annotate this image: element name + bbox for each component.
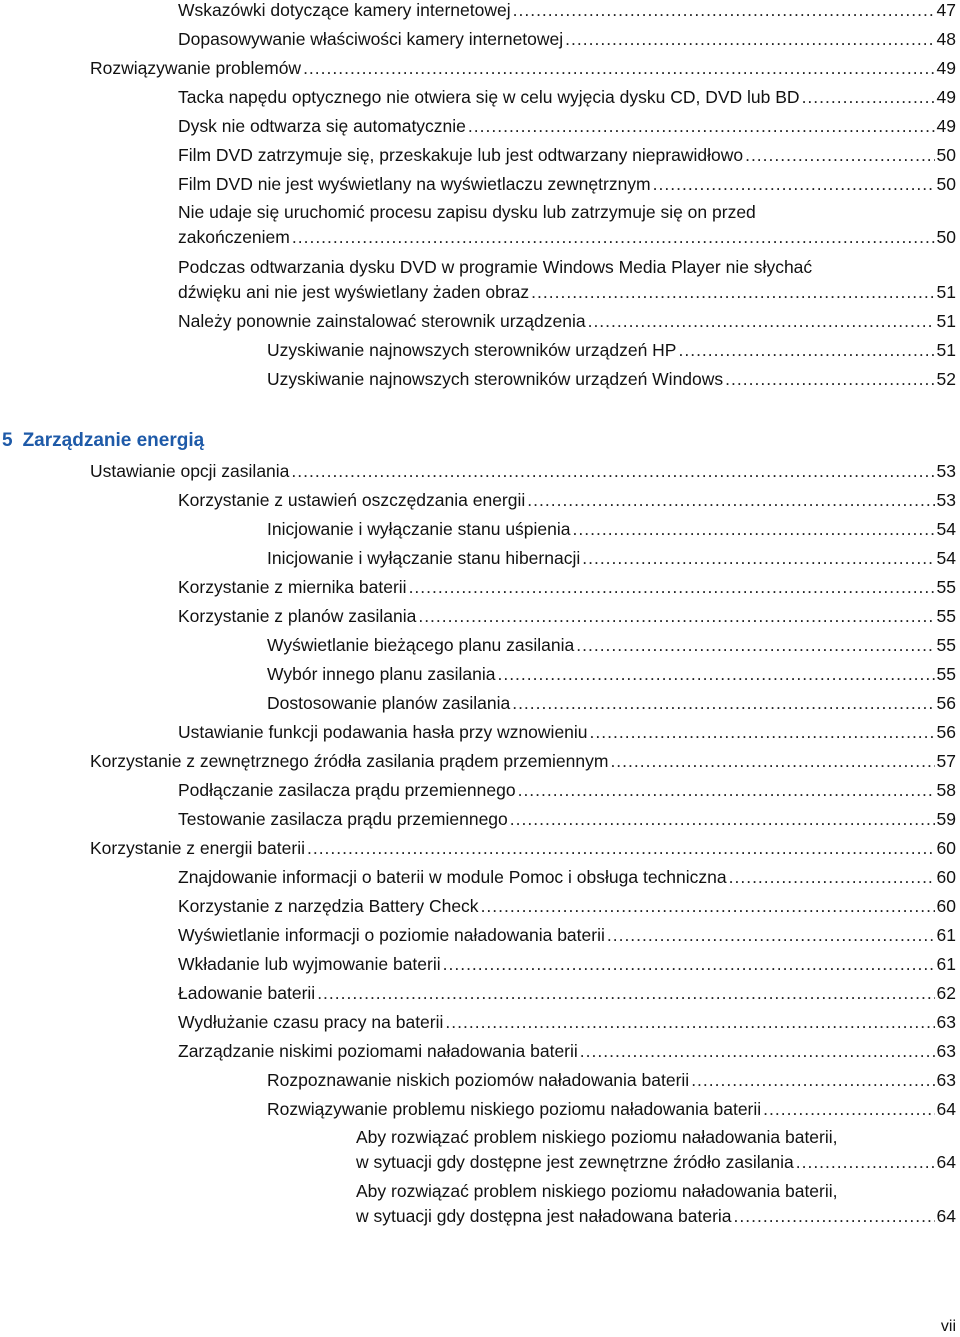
toc-entry[interactable] bbox=[90, 836, 956, 861]
toc-entry[interactable] bbox=[178, 720, 956, 745]
toc-entry-page: 56 bbox=[936, 722, 956, 742]
toc-leader-dots bbox=[734, 1204, 935, 1229]
toc-leader-dots bbox=[518, 778, 935, 803]
toc-entry-title: Wkładanie lub wyjmowanie baterii bbox=[178, 954, 441, 974]
toc-leader-dots bbox=[497, 662, 934, 687]
toc-entry[interactable] bbox=[178, 575, 956, 600]
toc-entry[interactable] bbox=[267, 546, 956, 571]
toc-leader-dots bbox=[802, 85, 935, 110]
toc-entry[interactable] bbox=[178, 85, 956, 110]
toc-entry-page: 50 bbox=[936, 174, 956, 194]
toc-entry-title: Testowanie zasilacza prądu przemiennego bbox=[178, 809, 508, 829]
toc-leader-dots bbox=[307, 836, 935, 861]
toc-leader-dots bbox=[481, 894, 935, 919]
toc-leader-dots bbox=[317, 981, 934, 1006]
toc-entry[interactable] bbox=[356, 1125, 956, 1175]
toc-entry-page: 61 bbox=[936, 954, 956, 974]
toc-leader-dots bbox=[576, 633, 934, 658]
toc-entry-page: 60 bbox=[936, 896, 956, 916]
toc-leader-dots bbox=[582, 546, 934, 571]
toc-entry-title: Korzystanie z planów zasilania bbox=[178, 606, 417, 626]
toc-leader-dots bbox=[531, 280, 934, 305]
toc-entry[interactable] bbox=[90, 749, 956, 774]
toc-entry[interactable] bbox=[267, 1097, 956, 1122]
toc-entry-page: 51 bbox=[936, 311, 956, 331]
toc-entry-page: 55 bbox=[936, 635, 956, 655]
toc-entry-page: 64 bbox=[936, 1099, 956, 1119]
toc-entry[interactable] bbox=[178, 981, 956, 1006]
toc-entry-title: Korzystanie z zewnętrznego źródła zasilania prądem przemiennym bbox=[90, 751, 609, 771]
toc-entry-page: 63 bbox=[936, 1070, 956, 1090]
toc-entry[interactable] bbox=[178, 778, 956, 803]
toc-leader-dots bbox=[691, 1068, 934, 1093]
toc-entry-page: 60 bbox=[936, 867, 956, 887]
toc-entry-page: 53 bbox=[936, 461, 956, 481]
toc-entry-title: Aby rozwiązać problem niskiego poziomu naładowania baterii, bbox=[356, 1127, 838, 1147]
toc-entry[interactable] bbox=[267, 338, 956, 363]
toc-entry-title: Wyświetlanie bieżącego planu zasilania bbox=[267, 635, 575, 655]
toc-entry-title: Rozwiązywanie problemów bbox=[90, 58, 302, 78]
toc-entry-title: Nie udaje się uruchomić procesu zapisu dysku lub zatrzymuje się on przed bbox=[178, 202, 756, 222]
toc-entry-page: 59 bbox=[936, 809, 956, 829]
toc-entry[interactable] bbox=[90, 459, 956, 484]
toc-entry-page: 60 bbox=[936, 838, 956, 858]
toc-entry[interactable] bbox=[178, 255, 956, 305]
toc-entry-page: 61 bbox=[936, 925, 956, 945]
toc-entry-title: Wybór innego planu zasilania bbox=[267, 664, 496, 684]
toc-leader-dots bbox=[409, 575, 935, 600]
toc-entry-title: Inicjowanie i wyłączanie stanu uśpienia bbox=[267, 519, 571, 539]
toc-entry[interactable] bbox=[267, 1068, 956, 1093]
toc-leader-dots bbox=[513, 0, 935, 23]
chapter-number: 5 bbox=[2, 430, 13, 451]
toc-leader-dots bbox=[725, 367, 934, 392]
toc-entry-title: Dysk nie odtwarza się automatycznie bbox=[178, 116, 466, 136]
toc-entry-title: Ustawianie opcji zasilania bbox=[90, 461, 290, 481]
toc-leader-dots bbox=[510, 807, 935, 832]
toc-leader-dots bbox=[588, 309, 935, 334]
toc-entry[interactable] bbox=[178, 923, 956, 948]
toc-entry-page: 56 bbox=[936, 693, 956, 713]
chapter-heading[interactable] bbox=[2, 428, 204, 454]
toc-leader-dots bbox=[527, 488, 934, 513]
toc-entry-page: 53 bbox=[936, 490, 956, 510]
toc-entry-title-cont: w sytuacji gdy dostępna jest naładowana bateria bbox=[356, 1206, 732, 1226]
toc-entry[interactable] bbox=[267, 633, 956, 658]
toc-entry[interactable] bbox=[356, 1179, 956, 1229]
toc-leader-dots bbox=[729, 865, 935, 890]
toc-entry-title: Film DVD nie jest wyświetlany na wyświetlaczu zewnętrznym bbox=[178, 174, 651, 194]
toc-entry[interactable] bbox=[178, 1010, 956, 1035]
toc-entry[interactable] bbox=[178, 114, 956, 139]
toc-leader-dots bbox=[610, 749, 934, 774]
toc-entry-page: 62 bbox=[936, 983, 956, 1003]
toc-entry-page: 63 bbox=[936, 1012, 956, 1032]
toc-entry[interactable] bbox=[178, 488, 956, 513]
toc-entry-page: 54 bbox=[936, 519, 956, 539]
toc-entry-title: Znajdowanie informacji o baterii w module Pomoc i obsługa techniczna bbox=[178, 867, 727, 887]
toc-entry-page: 50 bbox=[936, 145, 956, 165]
chapter-title: Zarządzanie energią bbox=[22, 430, 205, 451]
toc-entry-title-cont: w sytuacji gdy dostępne jest zewnętrzne źródło zasilania bbox=[356, 1152, 794, 1172]
toc-entry[interactable] bbox=[178, 865, 956, 890]
toc-entry-title: Ładowanie baterii bbox=[178, 983, 316, 1003]
toc-leader-dots bbox=[443, 952, 935, 977]
toc-leader-dots bbox=[512, 691, 934, 716]
toc-entry-title: Podczas odtwarzania dysku DVD w programie Windows Media Player nie słychać bbox=[178, 257, 813, 277]
toc-entry-page: 64 bbox=[936, 1152, 956, 1172]
toc-entry-page: 52 bbox=[936, 369, 956, 389]
toc-entry-page: 49 bbox=[936, 58, 956, 78]
toc-entry[interactable] bbox=[178, 604, 956, 629]
toc-entry-title: Tacka napędu optycznego nie otwiera się w celu wyjęcia dysku CD, DVD lub BD bbox=[178, 87, 800, 107]
toc-entry[interactable] bbox=[267, 367, 956, 392]
toc-entry-title: Korzystanie z ustawień oszczędzania energii bbox=[178, 490, 526, 510]
toc-entry-title: Korzystanie z energii baterii bbox=[90, 838, 305, 858]
toc-entry-title: Ustawianie funkcji podawania hasła przy wznowieniu bbox=[178, 722, 588, 742]
toc-entry-page: 49 bbox=[936, 87, 956, 107]
toc-leader-dots bbox=[590, 720, 935, 745]
toc-entry[interactable] bbox=[178, 807, 956, 832]
toc-entry[interactable] bbox=[90, 56, 956, 81]
toc-entry[interactable] bbox=[267, 517, 956, 542]
toc-entry-page: 55 bbox=[936, 664, 956, 684]
toc-leader-dots bbox=[573, 517, 935, 542]
toc-entry-page: 58 bbox=[936, 780, 956, 800]
toc-leader-dots bbox=[607, 923, 935, 948]
toc-leader-dots bbox=[303, 56, 934, 81]
toc-entry-title: Rozwiązywanie problemu niskiego poziomu naładowania baterii bbox=[267, 1099, 762, 1119]
toc-entry-title: Wydłużanie czasu pracy na baterii bbox=[178, 1012, 444, 1032]
toc-entry[interactable] bbox=[178, 1039, 956, 1064]
toc-entry[interactable] bbox=[178, 27, 956, 52]
toc-leader-dots bbox=[763, 1097, 934, 1122]
toc-entry[interactable] bbox=[267, 662, 956, 687]
toc-entry-title: Korzystanie z narzędzia Battery Check bbox=[178, 896, 479, 916]
toc-leader-dots bbox=[653, 172, 935, 197]
toc-leader-dots bbox=[418, 604, 934, 629]
toc-entry-page: 48 bbox=[936, 29, 956, 49]
toc-entry-title: Zarządzanie niskimi poziomami naładowania baterii bbox=[178, 1041, 578, 1061]
toc-leader-dots bbox=[292, 225, 935, 250]
toc-entry-page: 55 bbox=[936, 606, 956, 626]
toc-leader-dots bbox=[565, 27, 934, 52]
toc-leader-dots bbox=[580, 1039, 935, 1064]
toc-entry-title: Inicjowanie i wyłączanie stanu hibernacji bbox=[267, 548, 581, 568]
toc-entry-page: 57 bbox=[936, 751, 956, 771]
toc-entry-title: Dostosowanie planów zasilania bbox=[267, 693, 511, 713]
toc-entry[interactable] bbox=[178, 0, 956, 23]
toc-leader-dots bbox=[291, 459, 934, 484]
toc-leader-dots bbox=[678, 338, 934, 363]
toc-entry-page: 64 bbox=[936, 1206, 956, 1226]
toc-entry-title-cont: zakończeniem bbox=[178, 227, 290, 247]
toc-entry-title: Dopasowywanie właściwości kamery internetowej bbox=[178, 29, 564, 49]
toc-entry[interactable] bbox=[178, 143, 956, 168]
toc-entry-page: 55 bbox=[936, 577, 956, 597]
toc-entry-title: Uzyskiwanie najnowszych sterowników urządzeń HP bbox=[267, 340, 677, 360]
toc-entry-page: 54 bbox=[936, 548, 956, 568]
toc-leader-dots bbox=[796, 1150, 935, 1175]
toc-entry-page: 51 bbox=[936, 282, 956, 302]
toc-entry-title: Rozpoznawanie niskich poziomów naładowania baterii bbox=[267, 1070, 690, 1090]
toc-entry-title-cont: dźwięku ani nie jest wyświetlany żaden obraz bbox=[178, 282, 530, 302]
toc-leader-dots bbox=[445, 1010, 934, 1035]
toc-leader-dots bbox=[468, 114, 935, 139]
toc-entry-page: 47 bbox=[936, 0, 956, 20]
toc-entry-title: Korzystanie z miernika baterii bbox=[178, 577, 407, 597]
toc-entry-page: 51 bbox=[936, 340, 956, 360]
toc-entry[interactable] bbox=[178, 200, 956, 250]
toc-entry-title: Wyświetlanie informacji o poziomie naładowania baterii bbox=[178, 925, 605, 945]
toc-entry-page: 50 bbox=[936, 227, 956, 247]
toc-entry-title: Film DVD zatrzymuje się, przeskakuje lub jest odtwarzany nieprawidłowo bbox=[178, 145, 744, 165]
toc-entry-title: Aby rozwiązać problem niskiego poziomu naładowania baterii, bbox=[356, 1181, 838, 1201]
toc-entry-title: Uzyskiwanie najnowszych sterowników urządzeń Windows bbox=[267, 369, 724, 389]
toc-entry[interactable] bbox=[178, 172, 956, 197]
toc-entry-page: 49 bbox=[936, 116, 956, 136]
toc-entry[interactable] bbox=[178, 894, 956, 919]
toc-entry-title: Należy ponownie zainstalować sterownik urządzenia bbox=[178, 311, 586, 331]
toc-entry-title: Wskazówki dotyczące kamery internetowej bbox=[178, 0, 511, 20]
toc-entry[interactable] bbox=[267, 691, 956, 716]
toc-entry-page: 63 bbox=[936, 1041, 956, 1061]
toc-entry[interactable] bbox=[178, 952, 956, 977]
page-folio: vii bbox=[940, 1318, 956, 1335]
toc-entry-title: Podłączanie zasilacza prądu przemiennego bbox=[178, 780, 516, 800]
toc-entry[interactable] bbox=[178, 309, 956, 334]
toc-leader-dots bbox=[745, 143, 934, 168]
